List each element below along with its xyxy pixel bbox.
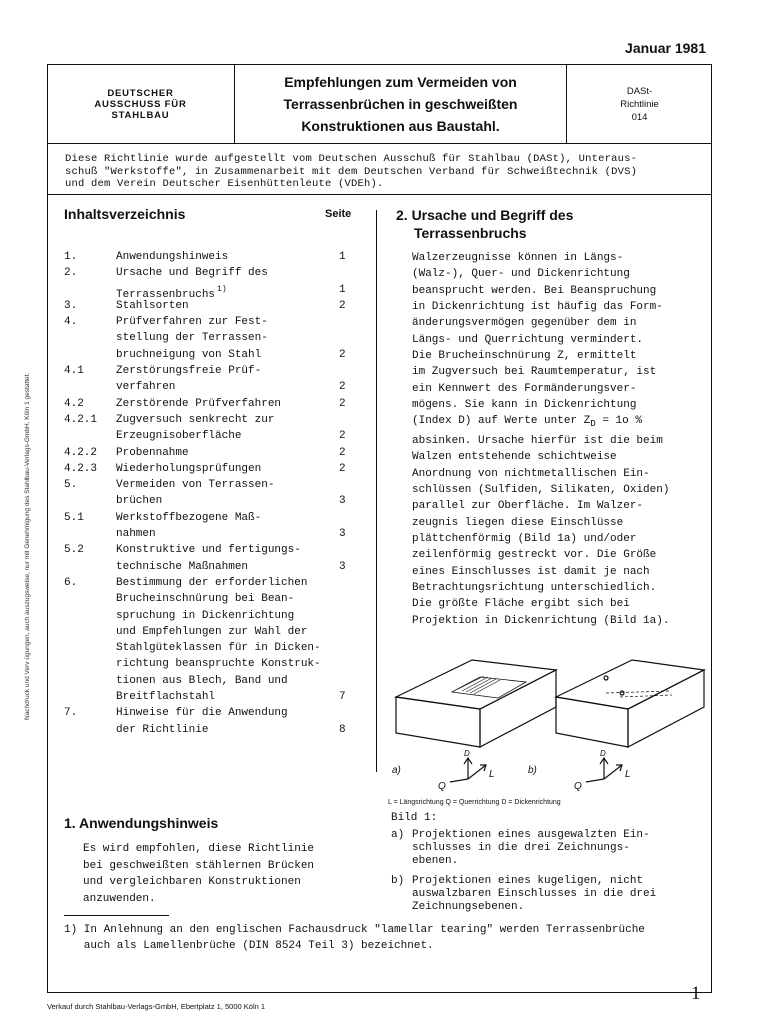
toc-number: 5. (64, 479, 78, 492)
column-divider (376, 210, 377, 772)
toc-entry-text (116, 265, 268, 281)
panel-label-b: b) (528, 765, 537, 776)
toc-entry-label: technische Maßnahmen (116, 560, 249, 573)
toc-entry-label: der Richtlinie (116, 723, 209, 736)
toc-row (64, 396, 364, 412)
toc-page-number: 2 (339, 299, 346, 312)
toc-number: 5.1 (64, 511, 84, 524)
toc-entry-label: Vermeiden von Terrassen- (116, 479, 275, 492)
toc-row (64, 330, 364, 346)
footnote-line: auch als Lamellenbrüche (DIN 8524 Teil 3) bezeichnet. (64, 940, 434, 952)
document-title (235, 64, 567, 144)
toc-number: 4. (64, 316, 78, 329)
toc-number: 7. (64, 707, 78, 720)
toc-entry-text (116, 510, 261, 526)
toc-entry-label: bruchneigung von Stahl (116, 348, 262, 361)
toc-page-number: 2 (339, 348, 346, 361)
footnote-marker: 1) (217, 284, 227, 294)
body-line: Anordnung von nichtmetallischen Ein- (412, 467, 650, 480)
toc-row (64, 282, 364, 301)
axis-label-d: D (464, 749, 470, 758)
toc-entry-label: Zugversuch senkrecht zur (116, 413, 275, 426)
toc-entry-text (116, 722, 208, 738)
body-line: Projektion in Dickenrichtung (Bild 1a). (412, 614, 670, 627)
toc-page-number: 1 (339, 251, 346, 263)
axis-l-a (468, 765, 486, 779)
body-line: und vergleichbaren Konstruktionen (83, 876, 301, 888)
body-text: = 1o % (595, 415, 642, 428)
guideline-line: DASt- (626, 85, 653, 97)
publisher-line: STAHLBAU (111, 109, 170, 121)
toc-row (64, 575, 364, 591)
section-2-body (412, 250, 702, 629)
toc-row (64, 412, 364, 428)
body-line (412, 413, 702, 433)
toc-entry-label: Erzeugnisoberfläche (116, 430, 242, 443)
toc-entry-label: Bestimmung der erforderlichen (116, 576, 308, 589)
toc-entry-text (116, 575, 307, 591)
toc-entry-text (116, 705, 288, 721)
toc-entry-label: Prüfverfahren zur Fest- (116, 316, 268, 329)
toc-row (64, 249, 364, 265)
body-line: schlüssen (Sulfiden, Silikaten, Oxiden) (412, 484, 670, 496)
toc-row (64, 298, 364, 314)
toc-entry-text (116, 559, 248, 575)
toc-page-number: 2 (339, 430, 346, 443)
toc-row (64, 461, 364, 477)
inclusion-plate (452, 677, 526, 698)
toc-entry-text (116, 347, 261, 363)
toc-row (64, 493, 364, 509)
block-b-top (556, 660, 704, 709)
toc-number: 4.2.3 (64, 462, 98, 475)
caption-line: Projektionen eines kugeligen, nicht (412, 875, 644, 887)
publisher-line: DEUTSCHER (107, 87, 174, 99)
toc-page-number: 3 (339, 560, 346, 573)
footer-sales-note: Verkauf durch Stahlbau-Verlags-GmbH, Ebertplatz 1, 5000 Köln 1 (47, 1002, 266, 1011)
page-number: 1 (691, 983, 701, 1004)
body-line: eines Einschlusses ist damit je nach (412, 565, 650, 578)
toc-number: 2. (64, 267, 78, 280)
toc-entry-label: Stahlsorten (116, 299, 189, 312)
toc-number: 1. (64, 251, 78, 263)
body-text: (Index D) auf Werte unter Z (412, 415, 591, 428)
toc-entry-text (116, 477, 274, 493)
body-line: (Walz-), Quer- und Dickenrichtung (412, 268, 630, 281)
toc-page-number: 3 (339, 528, 346, 541)
toc-row (64, 591, 364, 607)
toc-row (64, 445, 364, 461)
toc-row (64, 477, 364, 493)
toc-entry-label: Probennahme (116, 446, 189, 459)
toc-number: 6. (64, 576, 78, 589)
intro-paragraph (65, 153, 705, 191)
toc-entry-label: spruchung in Dickenrichtung (116, 609, 295, 622)
toc-entry-text (116, 656, 321, 672)
toc-entry-label: Zerstörungsfreie Prüf- (116, 365, 262, 378)
table-of-contents (64, 249, 364, 738)
body-line: Walzen entstehende schichtweise (412, 451, 617, 464)
figure-1 (388, 655, 708, 800)
toc-entry-text (116, 526, 156, 542)
publisher-line: AUSSCHUSS FÜR (94, 98, 187, 110)
toc-entry-text (116, 363, 261, 379)
toc-entry-label: richtung beanspruchte Konstruk- (116, 658, 321, 671)
axis-q-b (586, 779, 604, 782)
document-header (47, 64, 712, 144)
toc-number: 4.2.2 (64, 446, 98, 459)
toc-entry-label: Stahlgüteklassen für in Dicken- (116, 642, 321, 655)
toc-row (64, 510, 364, 526)
body-line: absinken. Ursache hierfür ist die beim (412, 434, 663, 447)
body-line: Walzerzeugnisse können in Längs- (412, 252, 624, 264)
toc-entry-label: brüchen (116, 495, 163, 508)
toc-entry-text (116, 673, 288, 689)
toc-entry-label: Breitflachstahl (116, 691, 216, 704)
axis-label-q: Q (574, 781, 582, 792)
toc-entry-label: Anwendungshinweis (116, 251, 229, 263)
body-line: beansprucht werden. Bei Beanspruchung (412, 284, 657, 297)
section-1-title: 1. Anwendungshinweis (64, 815, 219, 831)
toc-row (64, 705, 364, 721)
body-line: zeugnis liegen diese Einschlüsse (412, 516, 624, 529)
block-b-side (628, 670, 704, 747)
toc-number: 4.1 (64, 365, 84, 378)
section-title-line: Terrassenbruchs (414, 225, 527, 241)
toc-row (64, 608, 364, 624)
figure-caption-title: Bild 1: (391, 812, 438, 824)
toc-entry-text (116, 249, 228, 265)
toc-row (64, 542, 364, 558)
axis-label-d: D (600, 749, 606, 758)
body-line: in Dickenrichtung ist häufig das Form- (412, 301, 663, 314)
body-line: plättchenförmig (Bild 1a) und/oder (412, 533, 637, 546)
toc-entry-label: Werkstoffbezogene Maß- (116, 511, 262, 524)
copyright-sidenote: Nachdruck und Verv ügungen, auch auszugsweise, nur mit Genehmigung des Stahlbau-Verlags-GmbH, Köln 1 gestattet. (24, 372, 31, 720)
caption-text (412, 829, 711, 868)
toc-entry-text (116, 608, 294, 624)
intro-line: und dem Verein Deutscher Eisenhüttenleute (VDEh). (65, 178, 384, 190)
body-line: Es wird empfohlen, diese Richtlinie (83, 843, 315, 855)
body-line: Die Brucheinschnürung Z, ermittelt (412, 350, 637, 363)
toc-row (64, 428, 364, 444)
toc-entry-text (116, 445, 189, 461)
axis-q-a (450, 779, 468, 782)
title-line: Empfehlungen zum Vermeiden von (284, 74, 517, 90)
toc-entry-label: Ursache und Begriff des (116, 267, 268, 280)
guideline-id (567, 64, 712, 144)
title-line: Konstruktionen aus Baustahl. (301, 118, 500, 134)
block-b-front (556, 697, 628, 747)
toc-page-number: 2 (339, 462, 346, 475)
footnote-line: 1) In Anlehnung an den englischen Fachausdruck "lamellar tearing" werden Terrassenbrüche (64, 924, 645, 936)
guideline-line: Richtlinie (620, 98, 659, 110)
toc-entry-text (116, 330, 268, 346)
section-2-title (396, 206, 573, 242)
toc-page-number: 2 (339, 397, 346, 410)
axis-label-q: Q (438, 781, 446, 792)
toc-entry-text (116, 314, 268, 330)
figure-legend: L = Längsrichtung Q = Querrichtung D = Dickenrichtung (388, 799, 561, 806)
toc-page-header: Seite (325, 208, 352, 220)
toc-entry-label: Hinweise für die Anwendung (116, 707, 288, 720)
block-a-top (396, 660, 556, 709)
figure-caption-item (391, 875, 711, 914)
toc-row (64, 347, 364, 363)
toc-entry-label: Terrassenbruchs (116, 288, 216, 301)
body-line: ein Kennwert des Formänderungsver- (412, 382, 637, 395)
caption-text (412, 875, 711, 914)
toc-entry-text (116, 298, 189, 314)
caption-letter: a) (391, 829, 405, 841)
footnote-rule (64, 915, 169, 916)
toc-page-number: 1 (339, 283, 346, 296)
toc-entry-label: tionen aus Blech, Band und (116, 674, 288, 687)
caption-line: ebenen. (412, 855, 459, 867)
toc-page-number: 7 (339, 691, 346, 704)
footnote (64, 922, 704, 954)
toc-entry-label: stellung der Terrassen- (116, 332, 268, 345)
axis-l-b (604, 765, 622, 779)
toc-entry-label: Zerstörende Prüfverfahren (116, 397, 282, 410)
axis-label-l: L (625, 769, 631, 780)
toc-row (64, 526, 364, 542)
body-line: im Zugversuch bei Raumtemperatur, ist (412, 366, 657, 379)
toc-row (64, 722, 364, 738)
axis-label-l: L (489, 769, 495, 780)
toc-entry-text (116, 591, 294, 607)
toc-page-number: 2 (339, 446, 346, 459)
body-line: bei geschweißten stählernen Brücken (83, 859, 315, 872)
subscript: D (590, 418, 596, 430)
toc-entry-text (116, 640, 321, 656)
body-line: anzuwenden. (83, 892, 156, 905)
toc-page-number: 3 (339, 495, 346, 508)
figure-caption-item (391, 829, 711, 868)
caption-letter: b) (391, 875, 405, 887)
intro-line: Diese Richtlinie wurde aufgestellt vom Deutschen Ausschuß für Stahlbau (DASt), Unteraus- (65, 153, 638, 165)
toc-page-number: 8 (339, 723, 346, 736)
block-a-front (396, 697, 480, 747)
body-line: Die größte Fläche ergibt sich bei (412, 598, 630, 611)
toc-entry-label: Wiederholungsprüfungen (116, 462, 262, 475)
toc-entry-text (116, 542, 301, 558)
toc-title: Inhaltsverzeichnis (64, 206, 186, 222)
toc-entry-text (116, 493, 162, 509)
caption-line: Projektionen eines ausgewalzten Ein- (412, 829, 650, 841)
caption-line: Zeichnungsebenen. (412, 901, 525, 913)
toc-row (64, 624, 364, 640)
toc-row (64, 363, 364, 379)
toc-entry-text (116, 379, 175, 395)
toc-number: 4.2 (64, 397, 84, 410)
toc-entry-label: nahmen (116, 528, 156, 541)
toc-entry-text (116, 624, 307, 640)
title-line: Terrassenbrüchen in geschweißten (283, 96, 518, 112)
divider (47, 194, 712, 195)
guideline-line: 014 (631, 111, 648, 123)
toc-number: 4.2.1 (64, 413, 98, 426)
toc-entry-text (116, 412, 274, 428)
toc-row (64, 673, 364, 689)
toc-row (64, 265, 364, 281)
toc-entry-text (116, 428, 241, 444)
toc-page-number: 2 (339, 381, 346, 394)
toc-number: 3. (64, 299, 78, 312)
figure-captions (391, 829, 711, 921)
panel-label-a: a) (392, 765, 401, 776)
toc-entry-label: und Empfehlungen zur Wahl der (116, 625, 308, 638)
toc-entry-label: Konstruktive und fertigungs- (116, 544, 301, 557)
toc-entry-label: verfahren (116, 381, 176, 394)
body-line: Betrachtungsrichtung unterschiedlich. (412, 582, 657, 595)
body-line: parallel zur Oberfläche. Im Walzer- (412, 500, 644, 513)
section-title-line: 2. Ursache und Begriff des (396, 207, 574, 223)
toc-entry-text (116, 396, 281, 412)
toc-row (64, 559, 364, 575)
section-1-body (83, 841, 373, 907)
toc-entry-text (116, 461, 261, 477)
publisher-block (47, 64, 235, 144)
toc-row (64, 314, 364, 330)
toc-row (64, 656, 364, 672)
document-date: Januar 1981 (625, 40, 706, 56)
toc-number: 5.2 (64, 544, 84, 557)
body-line: mögens. Sie kann in Dickenrichtung (412, 399, 637, 412)
intro-line: schuß "Werkstoffe", in Zusammenarbeit mit dem Deutschen Verband für Schweißtechnik (DVS) (65, 165, 638, 178)
toc-row (64, 640, 364, 656)
toc-entry-label: Brucheinschnürung bei Bean- (116, 593, 295, 606)
caption-line: auswalzbaren Einschlusses in die drei (412, 888, 657, 900)
toc-row (64, 689, 364, 705)
body-line: Längs- und Querrichtung vermindert. (412, 333, 644, 346)
inclusion-sphere (604, 676, 608, 680)
toc-row (64, 379, 364, 395)
body-line: änderungsvermögen gegenüber dem in (412, 317, 637, 330)
body-line: zeilenförmig gestreckt vor. Die Größe (412, 549, 657, 562)
toc-entry-text (116, 689, 215, 705)
caption-line: schlusses in die drei Zeichnungs- (412, 842, 630, 854)
